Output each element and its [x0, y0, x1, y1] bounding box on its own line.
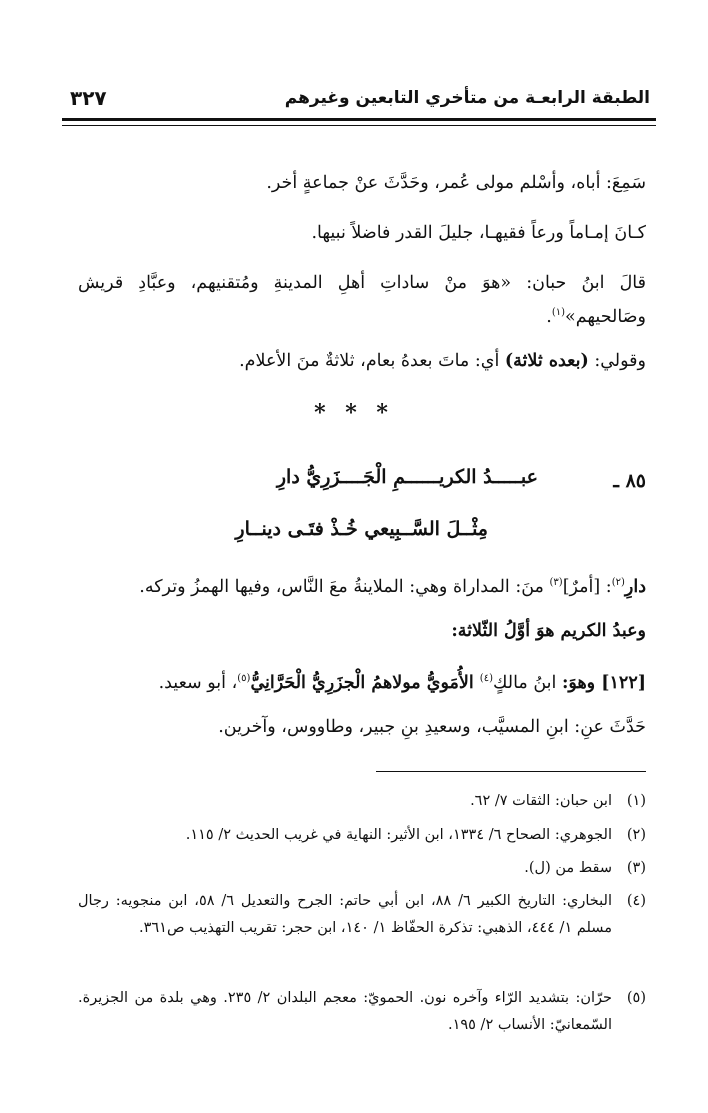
biography-kunya: ، أبو سعيد.: [158, 672, 238, 693]
footnote-separator: [376, 771, 646, 772]
explanation-bold: (بعده ثلاثة): [504, 351, 589, 371]
quote-text: قالَ ابنُ حبان: «هوَ منْ ساداتِ أهلِ المدينةِ ومُتقنيهم، وعبَّادِ قريش وصَالحيهم»: [78, 273, 646, 327]
header-rule-thick: [62, 118, 656, 121]
body-line-explanation: [78, 346, 646, 376]
gloss-word: دارِ: [624, 576, 646, 597]
gloss-line: [78, 568, 646, 602]
body-line-heard: سَمِعَ: أباه، وأسْلم مولى عُمر، وحَدَّثَ عنْ جماعةٍ أخر.: [266, 173, 646, 193]
footnote-2: [78, 822, 646, 849]
footnote-4: [78, 888, 646, 942]
section-separator-stars: * * *: [314, 400, 394, 426]
entry-number: ٨٥ ـ: [613, 470, 646, 492]
first-of-three-line: وعبدُ الكريم هوَ أوَّلُ الثّلاثة:: [451, 621, 646, 641]
footnote-text: سقط من (ل).: [524, 860, 612, 876]
footnote-5: [78, 985, 646, 1039]
explanation-rest: أي: ماتَ بعدهُ بعام، ثلاثةٌ منَ الأعلام.: [239, 351, 505, 371]
gloss-mid: : [أمرٌ]: [562, 576, 612, 597]
footnote-ref-2: (٢): [611, 577, 625, 588]
gloss-end: منَ: المداراة وهي: الملاينةُ معَ النَّاس، وفيها الهمزُ وتركه.: [139, 576, 550, 597]
footnote-ref-1: (١): [551, 307, 566, 318]
poem-verse-1: عبـــــدُ الكريــــــمِ الْجَــــزَرِيُّ دارِ: [276, 466, 538, 488]
teachers-line: حَدَّثَ عنِ: ابنِ المسيَّب، وسعيدِ بنِ جبير، وطاووس، وآخرين.: [218, 717, 646, 737]
footnote-number: (٤): [626, 893, 646, 909]
biography-name-b: الأُمَويُّ مولاهمُ الْجزَرِيُّ الْحَرَّانِيُّ: [250, 672, 480, 693]
footnote-ref-4: (٤): [479, 673, 493, 684]
footnote-text: حرّان: بتشديد الرّاء وآخره نون. الحمويّ: معجم البلدان ٢/ ٢٣٥. وهي بلدة من الجزيرة. السّمعانيّ: الأنساب ٢/ ١٩٥.: [78, 990, 612, 1033]
explanation-prefix: وقولي:: [588, 351, 646, 371]
footnote-number: (٢): [626, 827, 646, 843]
footnote-number: (٥): [626, 990, 646, 1006]
quote-end: .: [546, 306, 552, 327]
footnote-3: [78, 855, 646, 882]
footnote-number: (١): [626, 793, 646, 809]
page-number: ٣٢٧: [70, 86, 107, 110]
poem-verse-2: مِثْــلَ السَّــبِيعي خُـذْ فتَـى دينــارِ: [235, 518, 488, 540]
biography-name-a: ابنُ مالكٍ: [492, 672, 562, 693]
footnote-ref-5: (٥): [237, 673, 251, 684]
footnote-number: (٣): [626, 860, 646, 876]
footnote-ref-3: (٣): [549, 577, 563, 588]
footnote-1: [78, 788, 646, 815]
body-line-description: كـانَ إمـاماً ورعاً فقيهـا، جليلَ القدر فاضلاً نبيها.: [311, 223, 646, 243]
running-header-title: الطبقة الرابعـة من متأخري التابعين وغيرهم: [284, 88, 650, 108]
body-line-ibn-hibban-quote: [78, 268, 646, 332]
footnote-text: الجوهري: الصحاح ٦/ ١٣٣٤، ابن الأثير: النهاية في غريب الحديث ٢/ ١١٥.: [185, 827, 612, 843]
header-rule-thin: [62, 125, 656, 126]
footnote-text: البخاري: التاريخ الكبير ٦/ ٨٨، ابن أبي حاتم: الجرح والتعديل ٦/ ٥٨، ابن منجويه: رجال مسلم ١/ ٤٤٤، الذهبي: تذكرة الحفّاظ ١/ ١٤٠، ابن حجر: تقريب التهذيب ص٣٦١.: [78, 893, 612, 936]
biography-line: [78, 664, 646, 698]
footnote-text: ابن حبان: الثقات ٧/ ٦٢.: [470, 793, 612, 809]
biography-number: [١٢٢] وهوَ:: [561, 672, 646, 693]
